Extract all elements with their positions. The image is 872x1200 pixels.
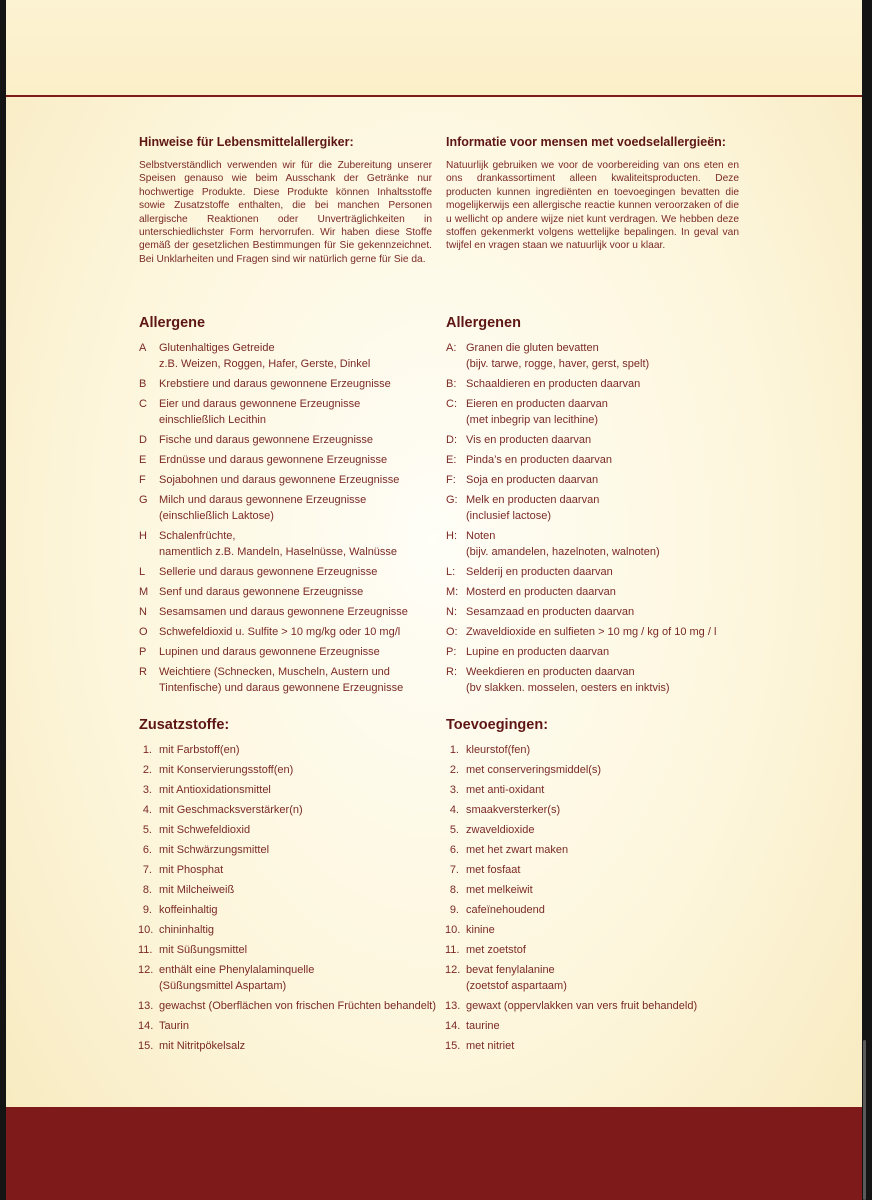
item-text: mit Phosphat [159,864,224,876]
item-text: mit Schwärzungsmittel [159,844,270,856]
list-item [446,396,746,428]
list-item [446,472,746,488]
list-item [139,564,439,580]
item-text: Fische und daraus gewonnene Erzeugnisse [159,434,374,446]
list-item [446,762,746,778]
item-key: 10. [445,924,461,936]
item-text: Erdnüsse und daraus gewonnene Erzeugnisse [159,454,388,466]
item-text: mit Geschmacksverstärker(n) [159,804,303,816]
list-item [139,584,439,600]
list-item [446,842,746,858]
list-item [446,528,746,560]
item-key: A: [446,342,457,354]
item-key: 12. [138,964,154,976]
item-key: 9. [449,904,459,916]
item-text: Vis en producten daarvan [466,434,592,446]
item-key: 5. [142,824,152,836]
item-key: M: [446,586,459,598]
header-band [6,0,862,95]
item-key: 10. [138,924,154,936]
list-item [139,624,439,640]
item-text: kleurstof(fen) [466,744,531,756]
list-item [139,604,439,620]
list-item [446,902,746,918]
item-key: L [139,566,146,578]
item-text: Weekdieren en producten daarvan [466,666,635,678]
list-item [139,432,439,448]
item-key: B [139,378,147,390]
item-text: met melkeiwit [466,884,533,896]
item-key: 5. [449,824,459,836]
item-text-continued: (bijv. amandelen, hazelnoten, walnoten) [466,546,660,558]
item-text: koffeinhaltig [159,904,218,916]
item-text: Lupine en producten daarvan [466,646,610,658]
item-key: R [139,666,147,678]
item-text: met nitriet [466,1040,515,1052]
list-item [446,376,746,392]
item-key: 4. [449,804,459,816]
item-text: enthält eine Phenylalaminquelle [159,964,315,976]
list-item [139,492,439,524]
item-text: Sellerie und daraus gewonnene Erzeugnisse [159,566,378,578]
item-text: Senf und daraus gewonnene Erzeugnisse [159,586,364,598]
list-item [446,664,746,696]
item-key: F: [446,474,456,486]
item-key: 2. [449,764,459,776]
item-key: G [139,494,148,506]
item-key: A [139,342,147,354]
item-text: Mosterd en producten daarvan [466,586,616,598]
item-text: met het zwart maken [466,844,569,856]
item-key: D [139,434,147,446]
item-text-continued: (Süßungsmittel Aspartam) [159,980,287,992]
list-item [446,942,746,958]
item-text: mit Süßungsmittel [159,944,248,956]
list-item [139,862,439,878]
additives-list-de [139,742,439,1058]
item-text: Selderij en producten daarvan [466,566,613,578]
item-text: Melk en producten daarvan [466,494,600,506]
item-key: B: [446,378,457,390]
item-text: Krebstiere und daraus gewonnene Erzeugnisse [159,378,391,390]
footer-band [6,1107,862,1200]
item-key: H: [446,530,457,542]
item-key: 8. [142,884,152,896]
list-item [139,376,439,392]
additives-title-de: Zusatzstoffe: [139,717,230,733]
item-key: 13. [138,1000,154,1012]
list-item [446,604,746,620]
allergens-title-nl: Allergenen [446,315,521,331]
item-key: D: [446,434,457,446]
document-page [6,0,862,1200]
item-text-continued: z.B. Weizen, Roggen, Hafer, Gerste, Dinkel [159,358,371,370]
intro-title-de: Hinweise für Lebensmittelallergiker: [139,135,354,149]
item-text: zwaveldioxide [466,824,535,836]
item-key: 2. [142,764,152,776]
list-item [139,396,439,428]
list-item [446,922,746,938]
header-divider [6,95,862,97]
item-text: Schaaldieren en producten daarvan [466,378,641,390]
list-item [446,1018,746,1034]
item-key: E: [446,454,457,466]
item-key: N: [446,606,457,618]
list-item [446,782,746,798]
scrollbar-thumb[interactable] [863,1040,866,1200]
item-key: 3. [449,784,459,796]
list-item [446,492,746,524]
list-item [139,340,439,372]
item-text-continued: (bijv. tarwe, rogge, haver, gerst, spelt) [466,358,650,370]
list-item [139,802,439,818]
item-key: 11. [445,944,460,956]
item-text: mit Nitritpökelsalz [159,1040,246,1052]
list-item [446,998,746,1014]
item-text: Eier und daraus gewonnene Erzeugnisse [159,398,361,410]
list-item [139,1038,439,1054]
item-text: Schalenfrüchte, [159,530,236,542]
item-text: met zoetstof [466,944,526,956]
list-item [446,452,746,468]
item-text-continued: namentlich z.B. Mandeln, Haselnüsse, Walnüsse [159,546,398,558]
item-text-continued: (bv slakken. mosselen, oesters en inktvis) [466,682,670,694]
intro-text-nl: Natuurlijk gebruiken we voor de voorbereiding van ons eten en ons drankassortiment alleen kwaliteitsproducten. Deze producten kunnen ingrediënten en toevoegingen bevatten die mogelijkerwijs een allergische reactie kunnen veroorzaken of die u wellicht op andere wijze niet kunt verdragen. We hebben deze stoffen gekenmerkt volgens wettelijke bepalingen. In geval van twijfel en vragen staan we natuurlijk voor u klaar. [446,160,739,252]
list-item [139,528,439,560]
item-key: E [139,454,147,466]
item-key: 7. [142,864,152,876]
item-text: met fosfaat [466,864,521,876]
item-text: bevat fenylalanine [466,964,555,976]
intro-text-de: Selbstverständlich verwenden wir für die Zubereitung unserer Speisen genauso wie beim Ausschank der Getränke nur hochwertige Produkte. Diese Produkte können Inhaltsstoffe sowie Zusatzstoffe enthalten, die bei manchen Personen allergische Reaktionen oder Unverträglichkeiten in unterschiedlichster Form hervorrufen. Wir haben diese Stoffe gemäß der gesetzlichen Bestimmungen für Sie gekennzeichnet. Bei Unklarheiten und Fragen sind wir natürlich gerne für Sie da. [139,160,432,265]
item-key: O: [446,626,458,638]
item-text-continued: einschließlich Lecithin [159,414,266,426]
item-key: 15. [445,1040,461,1052]
item-key: 11. [138,944,153,956]
item-key: G: [446,494,458,506]
item-key: 4. [142,804,152,816]
intro-title-nl: Informatie voor mensen met voedselallergieën: [446,135,726,149]
allergens-title-de: Allergene [139,315,206,331]
item-text: taurine [466,1020,500,1032]
item-key: 12. [445,964,461,976]
list-item [446,644,746,660]
item-key: C: [446,398,457,410]
item-key: 6. [142,844,152,856]
item-key: 1. [142,744,152,756]
item-text: mit Schwefeldioxid [159,824,251,836]
list-item [446,432,746,448]
item-text-continued: Tintenfische) und daraus gewonnene Erzeugnisse [159,682,404,694]
item-text: cafeïnehoudend [466,904,545,916]
list-item [139,782,439,798]
list-item [139,922,439,938]
item-text: gewaxt (oppervlakken van vers fruit behandeld) [466,1000,698,1012]
item-key: L: [446,566,456,578]
list-item [446,584,746,600]
list-item [446,564,746,580]
item-text: smaakversterker(s) [466,804,561,816]
item-key: 3. [142,784,152,796]
list-item [139,998,439,1014]
list-item [446,802,746,818]
list-item [446,340,746,372]
item-text: Eieren en producten daarvan [466,398,608,410]
item-text: chininhaltig [159,924,215,936]
item-text: met conserveringsmiddel(s) [466,764,602,776]
item-key: 8. [449,884,459,896]
allergens-list-nl [446,340,746,700]
additives-list-nl [446,742,746,1058]
list-item [139,882,439,898]
list-item [139,664,439,696]
item-text: Sesamsamen und daraus gewonnene Erzeugnisse [159,606,408,618]
item-key: O [139,626,148,638]
item-text: Sesamzaad en producten daarvan [466,606,635,618]
list-item [139,842,439,858]
item-text: Glutenhaltiges Getreide [159,342,275,354]
item-text: Granen die gluten bevatten [466,342,599,354]
item-text: Pinda’s en producten daarvan [466,454,612,466]
item-key: 6. [449,844,459,856]
item-text: Sojabohnen und daraus gewonnene Erzeugnisse [159,474,400,486]
list-item [446,862,746,878]
item-key: 14. [138,1020,154,1032]
item-text: Schwefeldioxid u. Sulfite > 10 mg/kg oder 10 mg/l [159,626,401,638]
item-key: 7. [449,864,459,876]
item-text: Noten [466,530,496,542]
list-item [139,452,439,468]
item-key: 9. [142,904,152,916]
item-text: Taurin [159,1020,189,1032]
list-item [139,742,439,758]
list-item [139,962,439,994]
item-key: C [139,398,147,410]
item-text: mit Antioxidationsmittel [159,784,271,796]
list-item [446,822,746,838]
additives-title-nl: Toevoegingen: [446,717,549,733]
list-item [446,1038,746,1054]
item-key: 15. [138,1040,154,1052]
list-item [139,1018,439,1034]
list-item [139,822,439,838]
item-key: 13. [445,1000,461,1012]
item-text: mit Milcheiweiß [159,884,235,896]
list-item [139,762,439,778]
item-text: mit Farbstoff(en) [159,744,240,756]
item-text: mit Konservierungsstoff(en) [159,764,294,776]
item-key: 1. [449,744,459,756]
list-item [139,472,439,488]
list-item [139,644,439,660]
list-item [139,902,439,918]
item-text: Lupinen und daraus gewonnene Erzeugnisse [159,646,380,658]
item-key: H [139,530,147,542]
item-text-continued: (met inbegrip van lecithine) [466,414,599,426]
item-text: kinine [466,924,495,936]
item-text: Soja en producten daarvan [466,474,599,486]
item-key: P [139,646,147,658]
item-key: 14. [445,1020,461,1032]
item-text: gewachst (Oberflächen von frischen Früchten behandelt) [159,1000,436,1012]
list-item [139,942,439,958]
item-text: Weichtiere (Schnecken, Muscheln, Austern und [159,666,390,678]
item-text-continued: (zoetstof aspartaam) [466,980,567,992]
allergens-list-de [139,340,439,700]
item-text-continued: (inclusief lactose) [466,510,551,522]
item-text: Milch und daraus gewonnene Erzeugnisse [159,494,367,506]
list-item [446,962,746,994]
item-text: Zwaveldioxide en sulfieten > 10 mg / kg of 10 mg / l [466,626,717,638]
list-item [446,882,746,898]
item-key: M [139,586,149,598]
item-key: P: [446,646,457,658]
item-key: R: [446,666,457,678]
item-text-continued: (einschließlich Laktose) [159,510,274,522]
list-item [446,624,746,640]
list-item [446,742,746,758]
item-text: met anti-oxidant [466,784,545,796]
item-key: N [139,606,147,618]
item-key: F [139,474,146,486]
